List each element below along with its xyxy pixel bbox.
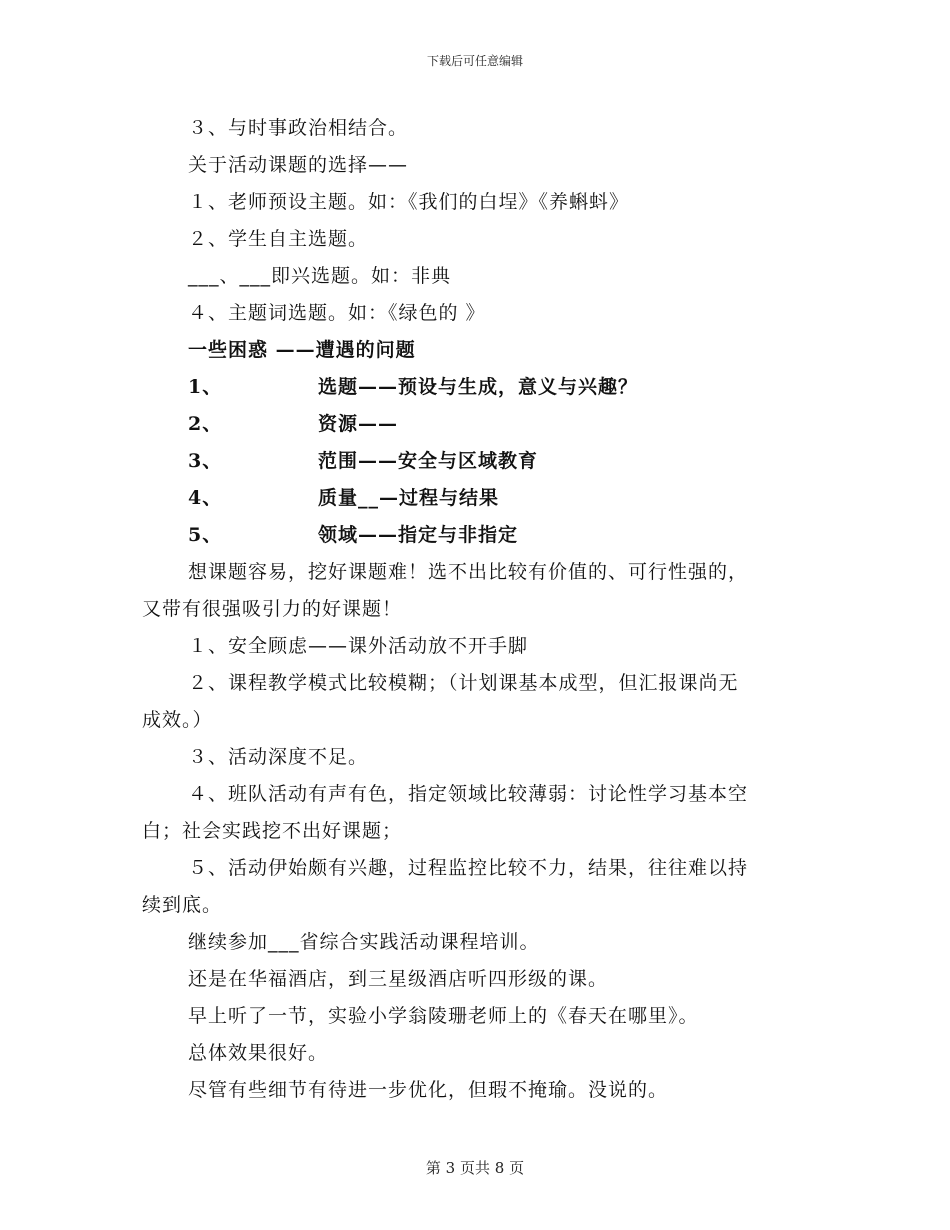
problem-number: 2、: [188, 413, 223, 435]
problem-item: [188, 412, 398, 436]
problem-item: [188, 523, 518, 547]
paragraph-line: 早上听了一节，实验小学翁陵珊老师上的《春天在哪里》。: [188, 1005, 699, 1027]
text-line: ３、与时事政治相结合。: [188, 117, 409, 139]
paragraph-line: 续到底。: [142, 894, 223, 916]
paragraph-line: 继续参加___省综合实践活动课程培训。: [188, 931, 540, 953]
paragraph-line: 尽管有些细节有待进一步优化，但瑕不掩瑜。没说的。: [188, 1079, 669, 1101]
problem-item: [188, 449, 538, 473]
text-line: ４、主题词选题。如：《绿色的 》: [188, 302, 486, 324]
section-heading: 一些困惑 ——遭遇的问题: [188, 339, 416, 361]
paragraph-line: ２、课程教学模式比较模糊；（计划课基本成型，但汇报课尚无: [188, 672, 739, 694]
paragraph-line: 总体效果很好。: [188, 1042, 329, 1064]
page-footer: 第 3 页共 8 页: [425, 1159, 525, 1177]
problem-text: 范围——安全与区域教育: [318, 450, 539, 472]
problem-item: [188, 375, 638, 399]
text-line: １、老师预设主题。如：《我们的白埕》《养蝌蚪》: [188, 191, 630, 213]
text-line: ２、学生自主选题。: [188, 228, 369, 250]
problem-number: 5、: [188, 524, 223, 546]
paragraph-line: 想课题容易，挖好课题难！选不出比较有价值的、可行性强的，: [188, 561, 749, 583]
paragraph-line: 成效。）: [142, 709, 213, 731]
text-line: 关于活动课题的选择——: [188, 154, 409, 176]
problem-text: 资源——: [318, 413, 399, 435]
problem-text: 质量__—过程与结果: [318, 487, 500, 509]
paragraph-line: 白；社会实践挖不出好课题；: [142, 820, 403, 842]
paragraph-line: 又带有很强吸引力的好课题！: [142, 598, 403, 620]
problem-text: 选题——预设与生成，意义与兴趣？: [318, 376, 639, 398]
paragraph-line: ３、活动深度不足。: [188, 746, 369, 768]
problem-item: [188, 486, 499, 510]
paragraph-line: ４、班队活动有声有色，指定领域比较薄弱：讨论性学习基本空: [188, 783, 749, 805]
problem-number: 3、: [188, 450, 223, 472]
paragraph-line: １、安全顾虑——课外活动放不开手脚: [188, 635, 529, 657]
paragraph-line: ５、活动伊始颇有兴趣，过程监控比较不力，结果，往往难以持: [188, 857, 749, 879]
paragraph-line: 还是在华福酒店，到三星级酒店听四形级的课。: [188, 968, 609, 990]
problem-text: 领域——指定与非指定: [318, 524, 519, 546]
problem-number: 1、: [188, 376, 223, 398]
text-line: ___、___即兴选题。如：非典: [188, 265, 452, 287]
page-header: 下载后可任意编辑: [426, 54, 523, 68]
problem-number: 4、: [188, 487, 223, 509]
